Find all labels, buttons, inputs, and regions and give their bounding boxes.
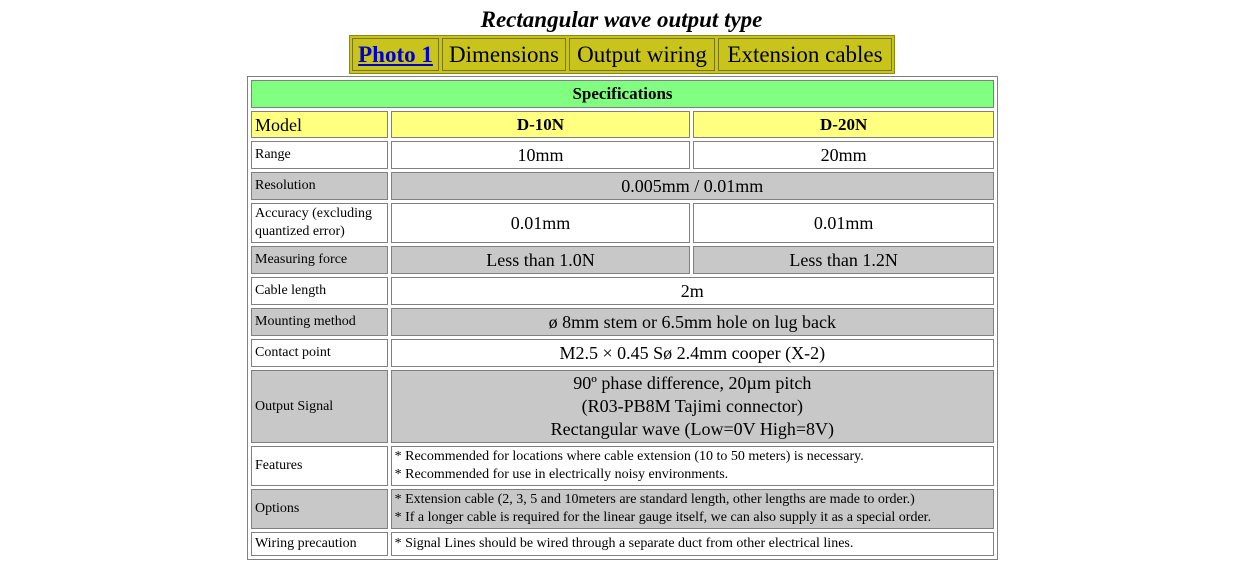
tab-photo-1[interactable]: Photo 1 — [352, 38, 439, 71]
table-row — [251, 141, 994, 169]
model-d20n: D-20N — [693, 111, 994, 138]
row-label-output-signal: Output Signal — [251, 370, 388, 443]
contact-point-value: M2.5 × 0.45 Sø 2.4mm cooper (X-2) — [391, 339, 994, 367]
row-label-resolution: Resolution — [251, 172, 388, 200]
accuracy-label-line2: quantized error) — [255, 224, 345, 239]
table-row — [251, 203, 994, 243]
tab-dimensions[interactable]: Dimensions — [442, 38, 566, 71]
range-d10n: 10mm — [391, 141, 691, 169]
spec-header-row — [251, 80, 994, 108]
tab-nav — [349, 35, 895, 74]
options-line-2: * If a longer cable is required for the linear gauge itself, we can also supply it as a special order. — [394, 510, 932, 525]
output-line-1: 90º phase difference, 20µm pitch — [573, 373, 812, 393]
row-label-measuring-force: Measuring force — [251, 246, 388, 274]
options-line-1: * Extension cable (2, 3, 5 and 10meters are standard length, other lengths are made to order.) — [394, 492, 915, 507]
table-row — [251, 246, 994, 274]
output-signal-value — [391, 370, 994, 443]
table-row — [251, 532, 994, 556]
spec-table — [247, 76, 998, 560]
model-d10n: D-10N — [391, 111, 691, 138]
output-line-2: (R03-PB8M Tajimi connector) — [581, 396, 803, 416]
page-title: Rectangular wave output type — [480, 7, 763, 32]
row-label-model: Model — [251, 111, 388, 138]
accuracy-d20n: 0.01mm — [693, 203, 994, 243]
table-row — [251, 308, 994, 336]
accuracy-label-line1: Accuracy (excluding — [255, 206, 372, 221]
features-line-1: * Recommended for locations where cable extension (10 to 50 meters) is necessary. — [394, 449, 864, 464]
table-row — [251, 339, 994, 367]
force-d10n: Less than 1.0N — [391, 246, 691, 274]
row-label-accuracy — [251, 203, 388, 243]
table-row — [251, 172, 994, 200]
row-label-range: Range — [251, 141, 388, 169]
wiring-precaution-value: * Signal Lines should be wired through a separate duct from other electrical lines. — [391, 532, 994, 556]
range-d20n: 20mm — [693, 141, 994, 169]
table-row — [251, 489, 994, 529]
row-label-contact-point: Contact point — [251, 339, 388, 367]
table-row — [251, 370, 994, 443]
accuracy-d10n: 0.01mm — [391, 203, 691, 243]
table-row — [251, 277, 994, 305]
tab-extension-cables[interactable]: Extension cables — [718, 38, 892, 71]
row-label-cable-length: Cable length — [251, 277, 388, 305]
row-label-mounting: Mounting method — [251, 308, 388, 336]
mounting-value: ø 8mm stem or 6.5mm hole on lug back — [391, 308, 994, 336]
output-line-3: Rectangular wave (Low=0V High=8V) — [550, 419, 834, 439]
tab-output-wiring[interactable]: Output wiring — [569, 38, 715, 71]
options-value — [391, 489, 994, 529]
force-d20n: Less than 1.2N — [693, 246, 994, 274]
table-row — [251, 446, 994, 486]
features-value — [391, 446, 994, 486]
row-label-options: Options — [251, 489, 388, 529]
features-line-2: * Recommended for use in electrically noisy environments. — [394, 467, 729, 482]
row-label-wiring-precaution: Wiring precaution — [251, 532, 388, 556]
resolution-value: 0.005mm / 0.01mm — [391, 172, 994, 200]
cable-length-value: 2m — [391, 277, 994, 305]
spec-header: Specifications — [251, 80, 994, 108]
table-row — [251, 111, 994, 138]
row-label-features: Features — [251, 446, 388, 486]
